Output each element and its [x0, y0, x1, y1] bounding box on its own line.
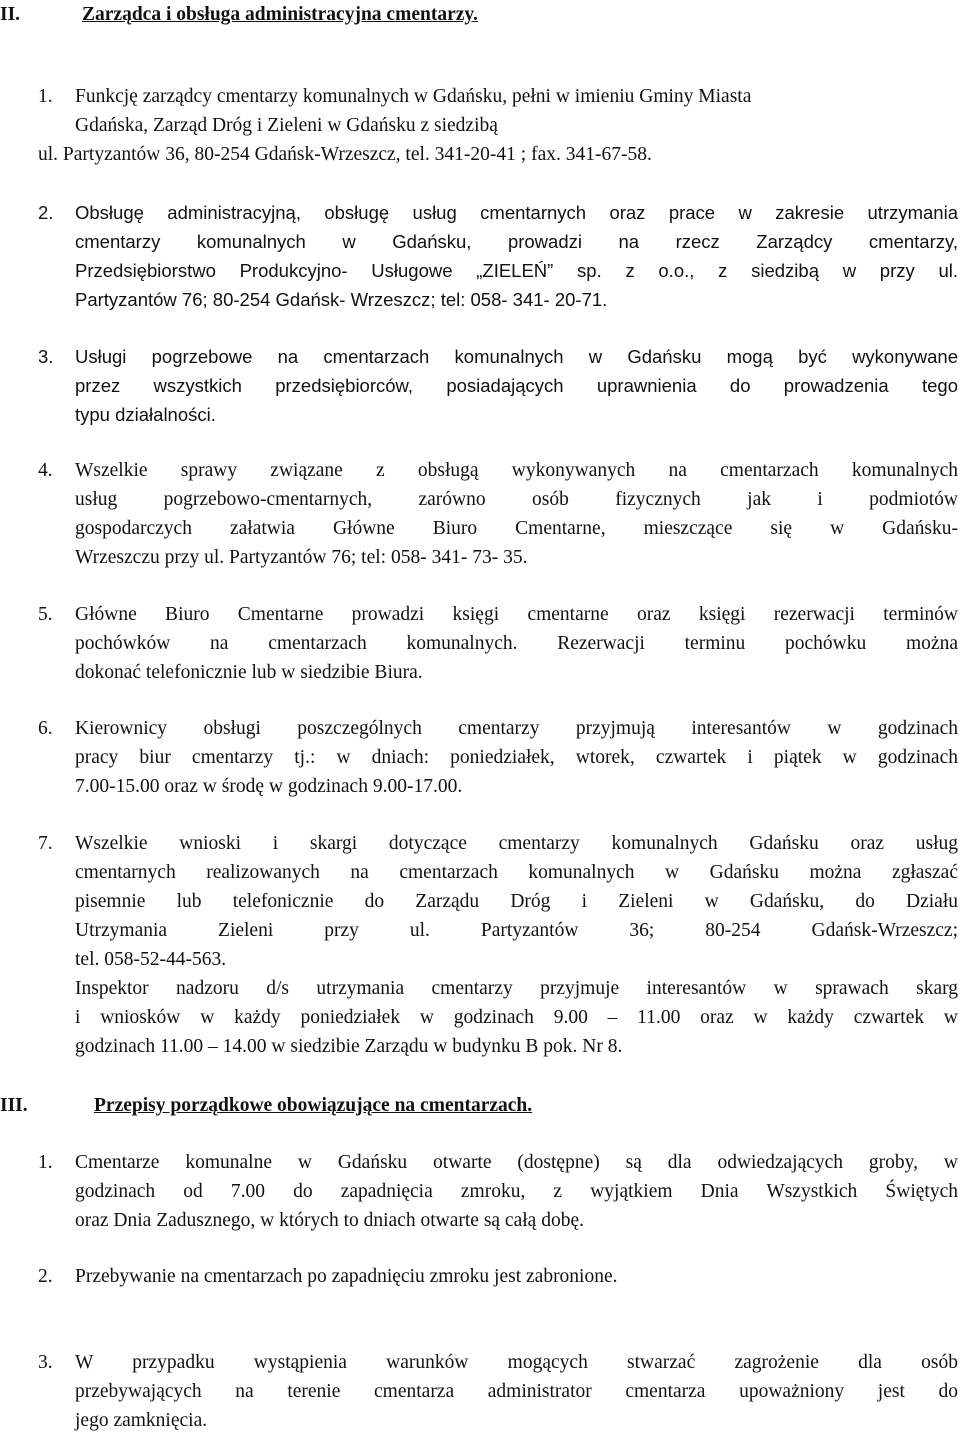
text-line: i wniosków w każdy poniedziałek w godzinach 9.00 – 11.00 oraz w każdy czwartek w [75, 1007, 958, 1028]
text-line: 7.00-15.00 oraz w środę w godzinach 9.00-17.00. [75, 776, 463, 797]
text-line: typu działalności. [75, 404, 216, 425]
text-line: tel. 058-52-44-563. [75, 949, 227, 970]
item-text [75, 342, 958, 429]
text-line: Wszelkie sprawy związane z obsługą wykonywanych na cmentarzach komunalnych [75, 460, 958, 481]
text-line: Wszelkie wnioski i skargi dotyczące cmentarzy komunalnych Gdańsku oraz usług [75, 833, 958, 854]
item-number: 3. [38, 1352, 53, 1373]
item-text [75, 456, 958, 572]
section-heading-iii [0, 1091, 960, 1120]
text-line: Przebywanie na cmentarzach po zapadnięciu zmroku jest zabronione. [75, 1266, 618, 1287]
item-number: 6. [38, 718, 53, 739]
text-line: ul. Partyzantów 36, 80-254 Gdańsk-Wrzeszcz, tel. 341-20-41 ; fax. 341-67-58. [38, 144, 652, 165]
text-line: Obsługę administracyjną, obsługę usług cmentarnych oraz prace w zakresie utrzymania [75, 202, 958, 223]
item-text [38, 82, 958, 169]
item-number: 1. [38, 86, 53, 107]
item-number: 5. [38, 604, 53, 625]
text-line: W przypadku wystąpienia warunków mogących stwarzać zagrożenie dla osób [75, 1352, 958, 1373]
text-line: Cmentarze komunalne w Gdańsku otwarte (dostępne) są dla odwiedzających groby, w [75, 1152, 958, 1173]
section-number: II. [0, 4, 21, 25]
item-text [75, 1262, 958, 1291]
item-number: 1. [38, 1152, 53, 1173]
text-line: gospodarczych załatwia Główne Biuro Cmentarne, mieszczące się w Gdańsku- [75, 518, 958, 539]
section-number: III. [0, 1095, 28, 1116]
text-line: godzinach od 7.00 do zapadnięcia zmroku, z wyjątkiem Dnia Wszystkich Świętych [75, 1181, 958, 1202]
text-line: Gdańska, Zarząd Dróg i Zieleni w Gdańsku z siedzibą [75, 115, 498, 136]
text-line: Przedsiębiorstwo Produkcyjno- Usługowe „ZIELEŃ” sp. z o.o., z siedzibą w przy ul. [75, 260, 958, 281]
text-line: pochówków na cmentarzach komunalnych. Rezerwacji terminu pochówku można [75, 633, 958, 654]
text-line: Partyzantów 76; 80-254 Gdańsk- Wrzeszcz; tel: 058- 341- 20-71. [75, 289, 608, 310]
text-line: Utrzymania Zieleni przy ul. Partyzantów 36; 80-254 Gdańsk-Wrzeszcz; [75, 920, 958, 941]
item-text [75, 198, 958, 314]
item-text [75, 600, 958, 687]
text-line: pracy biur cmentarzy tj.: w dniach: poniedziałek, wtorek, czwartek i piątek w godzinach [75, 747, 958, 768]
text-line: usług pogrzebowo-cmentarnych, zarówno osób fizycznych jak i podmiotów [75, 489, 958, 510]
item-text [75, 714, 958, 801]
item-text [75, 829, 958, 1061]
section-title: Przepisy porządkowe obowiązujące na cmentarzach. [94, 1095, 533, 1116]
item-text [75, 1148, 958, 1235]
item-number: 2. [38, 202, 54, 223]
item-number: 7. [38, 833, 53, 854]
text-line: Główne Biuro Cmentarne prowadzi księgi cmentarne oraz księgi rezerwacji terminów [75, 604, 958, 625]
text-line: Funkcję zarządcy cmentarzy komunalnych w Gdańsku, pełni w imieniu Gminy Miasta [75, 86, 752, 107]
text-line: Inspektor nadzoru d/s utrzymania cmentarzy przyjmuje interesantów w sprawach skarg [75, 978, 958, 999]
text-line: przebywających na terenie cmentarza administrator cmentarza upoważniony jest do [75, 1381, 958, 1402]
text-line: pisemnie lub telefonicznie do Zarządu Dróg i Zieleni w Gdańsku, do Działu [75, 891, 958, 912]
section-heading-ii [0, 0, 960, 29]
text-line: przez wszystkich przedsiębiorców, posiadających uprawnienia do prowadzenia tego [75, 375, 958, 396]
section-title: Zarządca i obsługa administracyjna cmentarzy. [82, 4, 478, 25]
item-number: 3. [38, 346, 54, 367]
text-line: cmentarzy komunalnych w Gdańsku, prowadzi na rzecz Zarządcy cmentarzy, [75, 231, 958, 252]
text-line: Usługi pogrzebowe na cmentarzach komunalnych w Gdańsku mogą być wykonywane [75, 346, 958, 367]
item-text [75, 1348, 958, 1435]
text-line: cmentarnych realizowanych na cmentarzach komunalnych w Gdańsku można zgłaszać [75, 862, 958, 883]
item-number: 4. [38, 460, 53, 481]
text-line: oraz Dnia Zadusznego, w których to dniach otwarte są całą dobę. [75, 1210, 584, 1231]
text-line: godzinach 11.00 – 14.00 w siedzibie Zarządu w budynku B pok. Nr 8. [75, 1036, 623, 1057]
text-line: jego zamknięcia. [75, 1410, 208, 1431]
item-number: 2. [38, 1266, 53, 1287]
text-line: Kierownicy obsługi poszczególnych cmentarzy przyjmują interesantów w godzinach [75, 718, 958, 739]
text-line: dokonać telefonicznie lub w siedzibie Biura. [75, 662, 423, 683]
text-line: Wrzeszczu przy ul. Partyzantów 76; tel: 058- 341- 73- 35. [75, 547, 528, 568]
